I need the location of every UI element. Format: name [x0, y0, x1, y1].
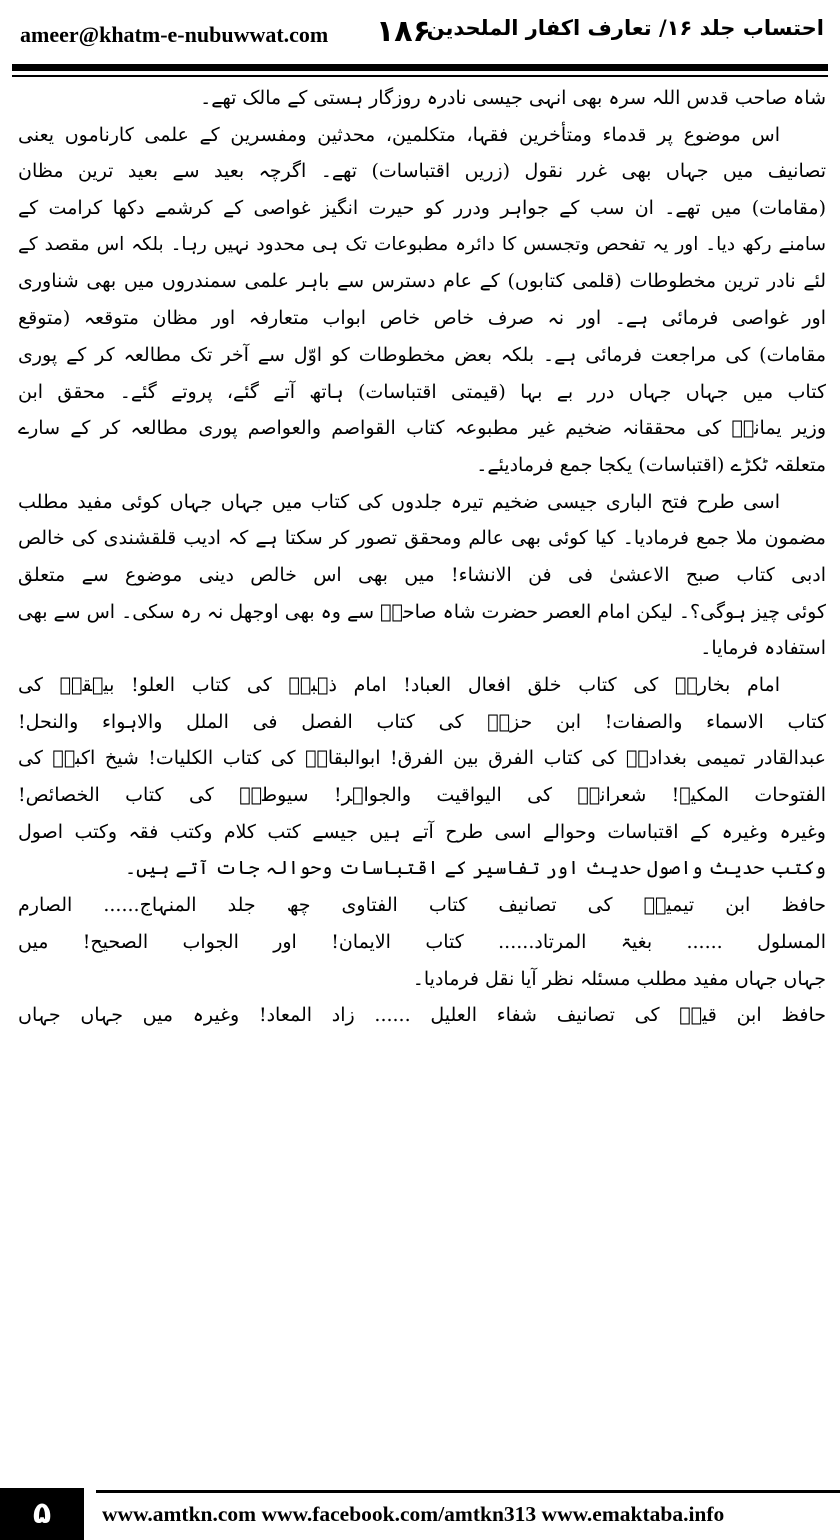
text-line: حافظ ابن تیمیہؒ کی تصانیف کتاب الفتاوی چھ جلد المنہاج...... الصارم	[18, 894, 826, 917]
text-line: اور غواصی فرمائی ہے۔ اور نہ صرف خاص خاص ابواب متعارفہ اور مظان متوقعہ (متوقع	[18, 307, 826, 330]
text-line: حافظ ابن قیمؒ کی تصانیف شفاء العلیل ...... زاد المعاد! وغیرہ میں جہاں جہاں	[18, 1004, 826, 1027]
text-line: استفادہ فرمایا۔	[700, 637, 826, 660]
header-email: ameer@khatm-e-nubuwwat.com	[20, 22, 329, 47]
text-line: کوئی چیز ہوگی؟۔ لیکن امام العصر حضرت شاہ صاحبؒ سے وہ بھی اوجھل نہ رہ سکی۔ اس سے بھی	[18, 600, 826, 623]
footer-rule	[96, 1490, 840, 1493]
text-line: (مقامات) میں تھے۔ ان سب کے جواہر ودرر کو حیرت انگیز غواصی کے کرشمے دکھا کرامت کے	[18, 197, 826, 220]
text-line: وغیرہ وغیرہ کے اقتباسات وحوالے اسی طرح آتے ہیں جیسے کتب کلام وکتب فقہ وکتب اصول	[18, 820, 826, 843]
text-line: ادبی کتاب صبح الاعشیٰ فی فن الانشاء! میں بھی اس خالص دینی موضوع سے متعلق	[18, 563, 826, 586]
body-text	[18, 80, 826, 1465]
text-line: کتاب الاسماء والصفات! ابن حزمؒ کی کتاب الفصل فی الملل والاہواء والنحل!	[18, 710, 826, 733]
text-line: سامنے رکھ دیا۔ اور یہ تفحص وتجسس کا دائرہ مطبوعات تک ہی محدود نہیں رہا۔ بلکہ اس مقصد کے	[18, 233, 826, 255]
text-line: متعلقہ ٹکڑے (اقتباسات) یکجا جمع فرمادیئے۔	[476, 453, 826, 476]
text-line: تصانیف میں جہاں بھی غرر نقول (زریں اقتباسات) تھے۔ اگرچہ بعید سے بعید ترین مظان	[18, 160, 826, 183]
header-title: احتساب جلد ۱۶/ تعارف اکفار الملحدین	[426, 16, 824, 40]
text-line: اسی طرح فتح الباری جیسی ضخیم تیرہ جلدوں کی کتاب میں جہاں جہاں کوئی مفید مطلب	[18, 490, 780, 513]
text-line: المسلول ...... بغیۃ المرتاد...... کتاب الایمان! اور الجواب الصحیح! میں	[18, 930, 826, 953]
text-line: وزیر یمانیؒ کی محققانہ ضخیم غیر مطبوعہ کتاب القواصم والعواصم پوری مطالعہ کر کے سارے	[18, 417, 826, 440]
text-line: کتاب میں جہاں جہاں درر بے بہا (قیمتی اقتباسات) ہاتھ آتے گئے، پروتے گئے۔ محقق ابن	[18, 380, 826, 403]
text-line: عبدالقادر تمیمی بغدادیؒ کی کتاب الفرق بین الفرق! ابوالبقاءؒ کی کتاب الکلیات! شیخ اکبرؒ کی	[18, 747, 826, 770]
footer-page-marker: ۵	[0, 1488, 84, 1540]
page-footer	[0, 1488, 840, 1540]
text-line: شاہ صاحب قدس اللہ سرہ بھی انہی جیسی نادرہ روزگار ہستی کے مالک تھے۔	[200, 87, 826, 109]
text-line: جہاں جہاں مفید مطلب مسئلہ نظر آیا نقل فرمادیا۔	[412, 967, 826, 990]
text-line: وکتب حدیث واصول حدیث اور تفاسیر کے اقتباسات وحوالہ جات آتے ہیں۔	[124, 857, 826, 880]
text-line: امام بخاریؒ کی کتاب خلق افعال العباد! امام ذہبیؒ کی کتاب العلو! بیہقیؒ کی	[18, 674, 780, 696]
text-line: اس موضوع پر قدماء ومتأخرین فقہا، متکلمین، محدثین ومفسرین کے علمی کارناموں یعنی	[18, 123, 780, 146]
header-rule-thick	[12, 64, 828, 71]
footer-urls: www.amtkn.com www.facebook.com/amtkn313 www.emaktaba.info	[102, 1502, 725, 1526]
header-rule-thin	[12, 75, 828, 77]
text-line: لئے نادر ترین مخطوطات (قلمی کتابوں) کے عام دسترس سے باہر علمی سمندروں میں بھی شناوری	[18, 270, 826, 293]
text-line: الفتوحات المکیۃ! شعرانیؒ کی الیواقیت والجواہر! سیوطیؒ کی کتاب الخصائص!	[18, 784, 826, 807]
header-page-number: ۱۸۶	[376, 14, 431, 49]
page-header	[10, 0, 830, 64]
text-line: مضمون ملا جمع فرمادیا۔ کیا کوئی بھی عالم ومحقق تصور کر سکتا ہے کہ ادیب قلقشندی کی خالص	[18, 527, 826, 550]
text-line: مقامات) کی مراجعت فرمائی ہے۔ بلکہ بعض مخطوطات کو اوّل سے آخر تک مطالعہ کر کے پوری	[18, 343, 826, 366]
